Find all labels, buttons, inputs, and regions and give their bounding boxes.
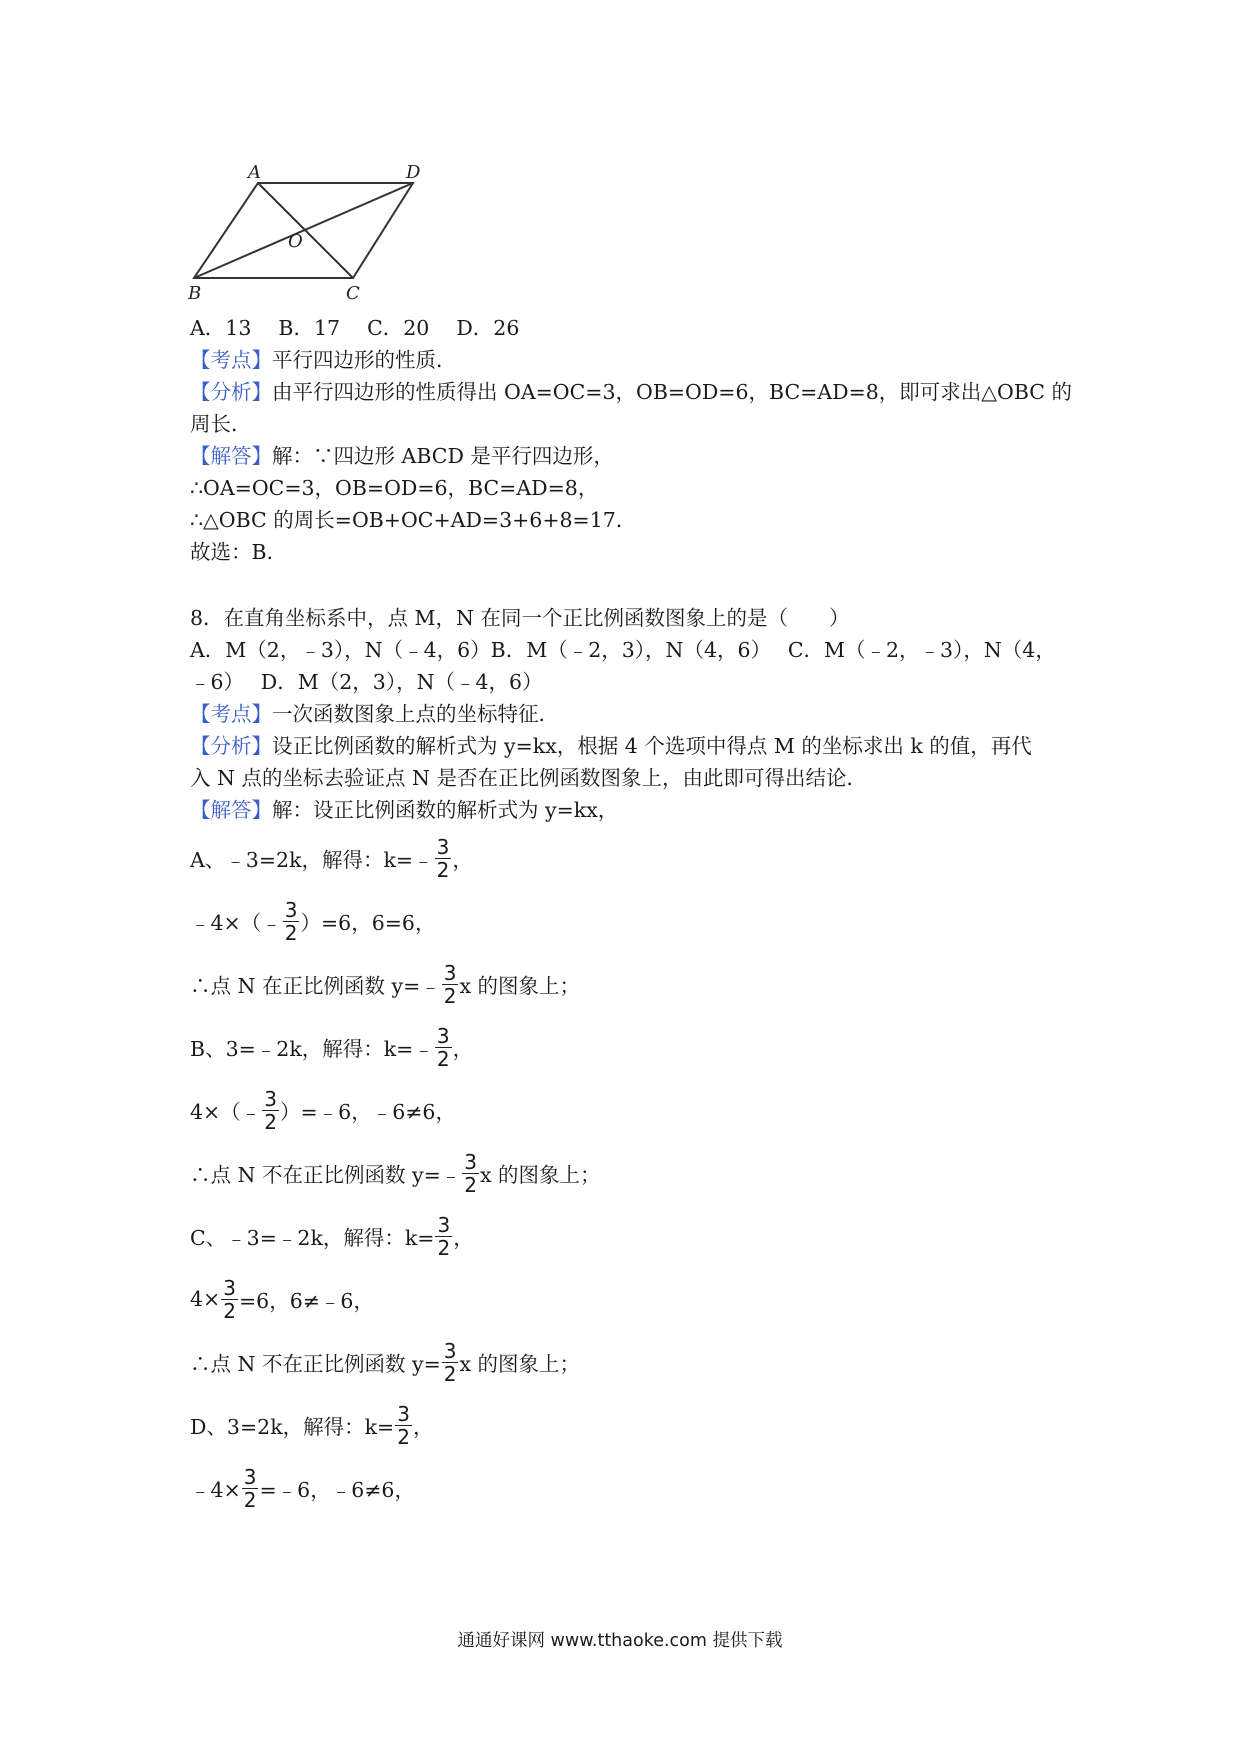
fraction-three-halves: $\frac{3}{2}$ — [284, 897, 298, 945]
text: ， — [412, 1415, 434, 1439]
q8-a-step2 — [190, 893, 435, 949]
fraction-three-halves: $\frac{3}{2}$ — [436, 1023, 450, 1071]
q8-jieda — [190, 795, 618, 825]
q8-options-1: A．M（2，﹣3），N（﹣4，6）B．M（﹣2，3），N（4，6） C．M（﹣2，﹣3），N（4， — [190, 638, 1056, 662]
text: ﹣4×（﹣ — [190, 911, 282, 935]
label-c: C — [346, 283, 360, 304]
label-b: B — [188, 283, 202, 304]
q7-step1: ∴OA=OC=3，OB=OD=6，BC=AD=8， — [190, 476, 599, 500]
kaodian-tag: 【考点】 — [190, 702, 272, 726]
q8-c-step1 — [190, 1208, 474, 1264]
q8-a-conclusion — [190, 956, 580, 1012]
text: ∴点 N 在正比例函数 y=﹣ — [190, 974, 441, 998]
q8-d-step2 — [190, 1460, 415, 1516]
fraction-three-halves: $\frac{3}{2}$ — [443, 1338, 457, 1386]
fenxi-text: 由平行四边形的性质得出 OA=OC=3，OB=OD=6，BC=AD=8，即可求出△OBC 的 — [272, 380, 1073, 404]
fraction-three-halves: $\frac{3}{2}$ — [397, 1401, 410, 1449]
text: ， — [453, 1226, 474, 1250]
q7-answer: 故选：B． — [190, 540, 288, 564]
parallelogram-figure — [188, 158, 428, 308]
text: ﹣4× — [190, 1478, 241, 1502]
q7-options: A．13 B．17 C．20 D．26 — [190, 316, 520, 340]
q7-fenxi — [190, 377, 1072, 407]
text: ）=﹣6，﹣6≠6， — [279, 1100, 456, 1124]
fraction-three-halves: $\frac{3}{2}$ — [243, 1464, 257, 1512]
q8-fenxi-cont: 入 N 点的坐标去验证点 N 是否在正比例函数图象上，由此即可得出结论． — [190, 766, 867, 790]
text: x 的图象上； — [459, 974, 581, 998]
q8-question: 8．在直角坐标系中，点 M，N 在同一个正比例函数图象上的是（ ） — [190, 606, 850, 630]
text: ）=6，6=6， — [300, 911, 436, 935]
fraction-three-halves: $\frac{3}{2}$ — [223, 1275, 236, 1323]
jieda-tag: 【解答】 — [190, 444, 272, 468]
q8-b-step2 — [190, 1082, 456, 1138]
text: ∴点 N 不在正比例函数 y= — [190, 1352, 441, 1376]
q8-fenxi — [190, 731, 1032, 761]
page-footer: 通通好课网 www.tthaoke.com 提供下载 — [457, 1631, 783, 1651]
fraction-three-halves: $\frac{3}{2}$ — [443, 960, 457, 1008]
text: x 的图象上； — [459, 1352, 581, 1376]
q8-c-step2 — [190, 1271, 374, 1327]
q8-b-step1 — [190, 1019, 473, 1075]
text: =﹣6，﹣6≠6， — [259, 1478, 415, 1502]
label-a: A — [248, 162, 261, 183]
fraction-three-halves: $\frac{3}{2}$ — [436, 834, 450, 882]
fraction-three-halves: $\frac{3}{2}$ — [437, 1212, 451, 1260]
text: =6，6≠﹣6， — [238, 1289, 374, 1313]
q8-a-step1 — [190, 830, 473, 886]
text: A、﹣3=2k，解得：k=﹣ — [190, 848, 434, 872]
text: 4×（﹣ — [190, 1100, 262, 1124]
q8-kaodian — [190, 699, 559, 729]
text: B、3=﹣2k，解得：k=﹣ — [190, 1037, 434, 1061]
q8-d-step1 — [190, 1397, 433, 1453]
q7-jieda — [190, 441, 614, 471]
fenxi-tag: 【分析】 — [190, 380, 272, 404]
q8-c-conclusion — [190, 1334, 580, 1390]
q7-step2: ∴△OBC 的周长=OB+OC+AD=3+6+8=17． — [190, 508, 637, 532]
jieda-tag: 【解答】 — [190, 798, 272, 822]
kaodian-tag: 【考点】 — [190, 348, 272, 372]
text: ， — [452, 848, 473, 872]
q7-kaodian — [190, 345, 457, 375]
fenxi-text: 设正比例函数的解析式为 y=kx，根据 4 个选项中得点 M 的坐标求出 k 的值，再代 — [272, 734, 1032, 758]
text: C、﹣3=﹣2k，解得：k= — [190, 1226, 435, 1250]
jieda-text: 解：∵四边形 ABCD 是平行四边形， — [272, 444, 614, 468]
kaodian-text: 平行四边形的性质． — [272, 348, 457, 372]
kaodian-text: 一次函数图象上点的坐标特征． — [272, 702, 559, 726]
q8-b-conclusion — [190, 1145, 601, 1201]
fenxi-tag: 【分析】 — [190, 734, 272, 758]
text: ， — [452, 1037, 474, 1061]
label-o: O — [288, 231, 303, 252]
label-d: D — [406, 162, 421, 183]
text: ∴点 N 不在正比例函数 y=﹣ — [190, 1163, 462, 1187]
text: D、3=2k，解得：k= — [190, 1415, 395, 1439]
fraction-three-halves: $\frac{3}{2}$ — [464, 1149, 477, 1197]
q7-fenxi-cont: 周长． — [190, 412, 252, 436]
jieda-text: 解：设正比例函数的解析式为 y=kx， — [272, 798, 619, 822]
text: x 的图象上； — [479, 1163, 601, 1187]
q8-options-2: ﹣6） D．M（2，3），N（﹣4，6） — [190, 670, 543, 694]
fraction-three-halves: $\frac{3}{2}$ — [264, 1086, 277, 1134]
text: 4× — [190, 1287, 221, 1311]
